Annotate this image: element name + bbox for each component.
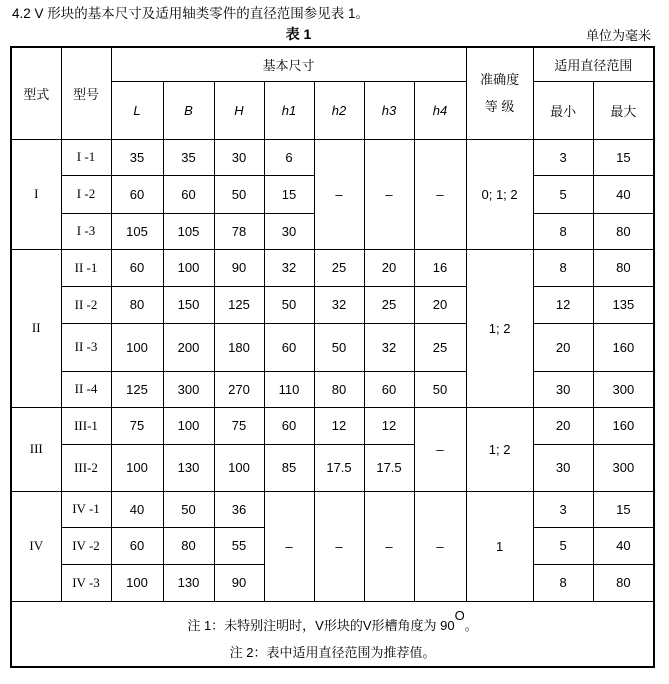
header-accuracy-grade bbox=[466, 47, 533, 139]
header-min: 最小 bbox=[533, 81, 593, 139]
dim-cell: 60 bbox=[111, 249, 163, 286]
header-dim-H: H bbox=[214, 81, 264, 139]
max-cell: 135 bbox=[593, 286, 654, 323]
accuracy-cell: 1; 2 bbox=[466, 407, 533, 491]
min-cell: 5 bbox=[533, 175, 593, 213]
table-row bbox=[11, 286, 654, 323]
dim-cell: 90 bbox=[214, 249, 264, 286]
model-cell: IV -2 bbox=[61, 527, 111, 564]
dim-cell: 32 bbox=[314, 286, 364, 323]
model-cell: II -1 bbox=[61, 249, 111, 286]
dim-cell: 125 bbox=[214, 286, 264, 323]
max-cell: 80 bbox=[593, 249, 654, 286]
model-cell: II -4 bbox=[61, 371, 111, 407]
dim-cell: 17.5 bbox=[364, 444, 414, 491]
max-cell: 40 bbox=[593, 175, 654, 213]
table-row bbox=[11, 491, 654, 527]
header-diameter-range: 适用直径范围 bbox=[533, 47, 654, 81]
table-caption: 表 1 bbox=[285, 26, 312, 42]
max-cell: 160 bbox=[593, 323, 654, 371]
dash-cell: – bbox=[314, 491, 364, 601]
max-cell: 300 bbox=[593, 444, 654, 491]
dim-cell: 25 bbox=[414, 323, 466, 371]
table-caption-row bbox=[10, 27, 653, 44]
dim-cell: 100 bbox=[163, 407, 214, 444]
note-1-superscript: O bbox=[454, 607, 465, 623]
header-basic-dimensions: 基本尺寸 bbox=[111, 47, 466, 81]
dim-cell: 200 bbox=[163, 323, 214, 371]
min-cell: 12 bbox=[533, 286, 593, 323]
model-cell: III-1 bbox=[61, 407, 111, 444]
dim-cell: 60 bbox=[264, 323, 314, 371]
dim-cell: 32 bbox=[364, 323, 414, 371]
note-1-text: 注 1：未特别注明时，V形块的V形槽角度为 90 bbox=[187, 617, 455, 633]
dim-cell: 17.5 bbox=[314, 444, 364, 491]
type-cell: IV bbox=[11, 491, 61, 601]
header-accuracy-line1: 准确度 bbox=[480, 72, 520, 88]
model-cell: II -3 bbox=[61, 323, 111, 371]
dim-cell: 75 bbox=[214, 407, 264, 444]
type-cell: I bbox=[11, 139, 61, 249]
header-dim-h2: h2 bbox=[314, 81, 364, 139]
dim-cell: 35 bbox=[163, 139, 214, 175]
dim-cell: 90 bbox=[214, 564, 264, 601]
dim-cell: 60 bbox=[111, 527, 163, 564]
note-2: 注 2：表中适用直径范围为推荐值。 bbox=[229, 644, 436, 660]
model-cell: IV -1 bbox=[61, 491, 111, 527]
dim-cell: 80 bbox=[163, 527, 214, 564]
dim-cell: 100 bbox=[214, 444, 264, 491]
dim-cell: 80 bbox=[314, 371, 364, 407]
dim-cell: 100 bbox=[111, 444, 163, 491]
dim-cell: 12 bbox=[314, 407, 364, 444]
header-dim-h1: h1 bbox=[264, 81, 314, 139]
min-cell: 3 bbox=[533, 491, 593, 527]
dim-cell: 30 bbox=[214, 139, 264, 175]
max-cell: 40 bbox=[593, 527, 654, 564]
model-cell: III-2 bbox=[61, 444, 111, 491]
accuracy-cell: 1; 2 bbox=[466, 249, 533, 407]
table-row bbox=[11, 407, 654, 444]
dim-cell: 150 bbox=[163, 286, 214, 323]
header-type: 型式 bbox=[11, 47, 61, 139]
max-cell: 160 bbox=[593, 407, 654, 444]
header-row-1 bbox=[11, 47, 654, 81]
dim-cell: 15 bbox=[264, 175, 314, 213]
dash-cell: – bbox=[414, 407, 466, 491]
type-cell: III bbox=[11, 407, 61, 491]
dim-cell: 80 bbox=[111, 286, 163, 323]
dim-cell: 105 bbox=[111, 213, 163, 249]
section-intro-text: 4.2 V 形块的基本尺寸及适用轴类零件的直径范围参见表 1。 bbox=[12, 6, 370, 21]
dim-cell: 32 bbox=[264, 249, 314, 286]
dash-cell: – bbox=[364, 139, 414, 249]
dim-cell: 50 bbox=[314, 323, 364, 371]
dim-cell: 60 bbox=[364, 371, 414, 407]
header-max: 最大 bbox=[593, 81, 654, 139]
model-cell: I -1 bbox=[61, 139, 111, 175]
max-cell: 80 bbox=[593, 213, 654, 249]
dim-cell: 6 bbox=[264, 139, 314, 175]
dim-cell: 35 bbox=[111, 139, 163, 175]
dim-cell: 60 bbox=[264, 407, 314, 444]
dim-cell: 110 bbox=[264, 371, 314, 407]
dim-cell: 75 bbox=[111, 407, 163, 444]
accuracy-cell: 0; 1; 2 bbox=[466, 139, 533, 249]
max-cell: 15 bbox=[593, 491, 654, 527]
notes-row bbox=[11, 601, 654, 667]
min-cell: 30 bbox=[533, 444, 593, 491]
dim-cell: 125 bbox=[111, 371, 163, 407]
table-row bbox=[11, 444, 654, 491]
table-row bbox=[11, 249, 654, 286]
dim-cell: 100 bbox=[163, 249, 214, 286]
dim-cell: 270 bbox=[214, 371, 264, 407]
min-cell: 8 bbox=[533, 213, 593, 249]
table-row bbox=[11, 139, 654, 175]
min-cell: 3 bbox=[533, 139, 593, 175]
model-cell: IV -3 bbox=[61, 564, 111, 601]
header-dim-h4: h4 bbox=[414, 81, 466, 139]
min-cell: 20 bbox=[533, 407, 593, 444]
min-cell: 8 bbox=[533, 249, 593, 286]
dim-cell: 40 bbox=[111, 491, 163, 527]
vblock-dimensions-table bbox=[10, 46, 655, 668]
dim-cell: 20 bbox=[414, 286, 466, 323]
dim-cell: 25 bbox=[314, 249, 364, 286]
dim-cell: 25 bbox=[364, 286, 414, 323]
unit-label: 单位为毫米 bbox=[585, 28, 651, 43]
note-1 bbox=[12, 602, 653, 639]
type-cell: II bbox=[11, 249, 61, 407]
model-cell: I -3 bbox=[61, 213, 111, 249]
dash-cell: – bbox=[414, 139, 466, 249]
min-cell: 8 bbox=[533, 564, 593, 601]
dim-cell: 20 bbox=[364, 249, 414, 286]
header-model: 型号 bbox=[61, 47, 111, 139]
dim-cell: 105 bbox=[163, 213, 214, 249]
dim-cell: 130 bbox=[163, 444, 214, 491]
dim-cell: 300 bbox=[163, 371, 214, 407]
header-dim-B: B bbox=[163, 81, 214, 139]
dim-cell: 78 bbox=[214, 213, 264, 249]
table-row bbox=[11, 371, 654, 407]
max-cell: 80 bbox=[593, 564, 654, 601]
dim-cell: 16 bbox=[414, 249, 466, 286]
dash-cell: – bbox=[364, 491, 414, 601]
dim-cell: 12 bbox=[364, 407, 414, 444]
table-row bbox=[11, 323, 654, 371]
dim-cell: 60 bbox=[163, 175, 214, 213]
notes-cell bbox=[11, 601, 654, 667]
dim-cell: 50 bbox=[264, 286, 314, 323]
model-cell: II -2 bbox=[61, 286, 111, 323]
dim-cell: 100 bbox=[111, 564, 163, 601]
min-cell: 5 bbox=[533, 527, 593, 564]
dim-cell: 85 bbox=[264, 444, 314, 491]
dim-cell: 60 bbox=[111, 175, 163, 213]
min-cell: 30 bbox=[533, 371, 593, 407]
header-dim-L: L bbox=[111, 81, 163, 139]
dash-cell: – bbox=[264, 491, 314, 601]
max-cell: 300 bbox=[593, 371, 654, 407]
dim-cell: 55 bbox=[214, 527, 264, 564]
dash-cell: – bbox=[314, 139, 364, 249]
accuracy-cell: 1 bbox=[466, 491, 533, 601]
dim-cell: 36 bbox=[214, 491, 264, 527]
dim-cell: 30 bbox=[264, 213, 314, 249]
header-accuracy-line2: 等 级 bbox=[484, 99, 515, 115]
dash-cell: – bbox=[414, 491, 466, 601]
dim-cell: 180 bbox=[214, 323, 264, 371]
min-cell: 20 bbox=[533, 323, 593, 371]
dim-cell: 130 bbox=[163, 564, 214, 601]
header-dim-h3: h3 bbox=[364, 81, 414, 139]
dim-cell: 50 bbox=[414, 371, 466, 407]
note-1-period: 。 bbox=[464, 617, 478, 633]
dim-cell: 50 bbox=[163, 491, 214, 527]
dim-cell: 50 bbox=[214, 175, 264, 213]
model-cell: I -2 bbox=[61, 175, 111, 213]
dim-cell: 100 bbox=[111, 323, 163, 371]
max-cell: 15 bbox=[593, 139, 654, 175]
